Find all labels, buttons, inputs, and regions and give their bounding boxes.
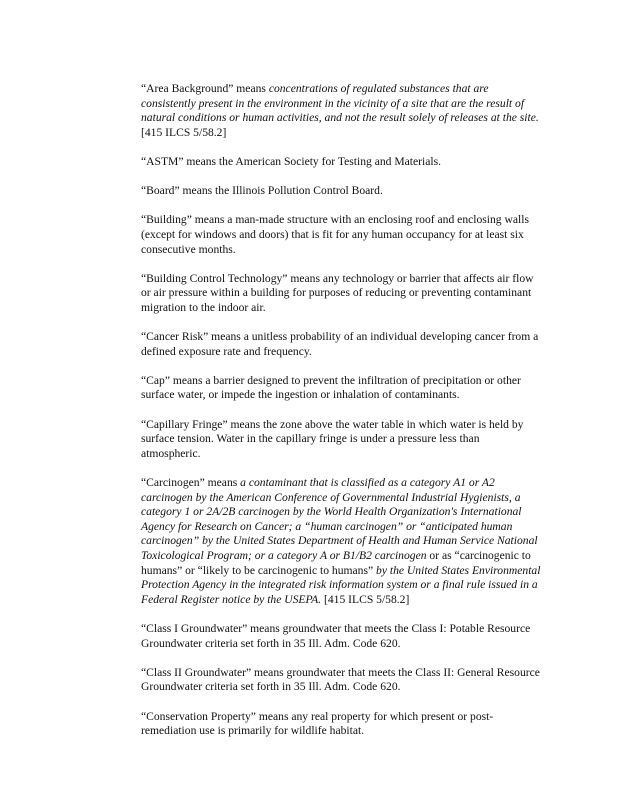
statutory-quote: a contaminant that is classified as a category A1 or A2 carcinogen by the American Conference of Governmental Industrial Hygienists, a category 1 or 2A/2B carcinogen by the World Health Organization's International Agency for Research on Cancer; a “human carcinogen” or “anticipated human carcinogen” by the United States Department of Health and Human Service National Toxicological Program; or a category A or B1/B2 carcinogen — [141, 476, 538, 562]
definition-term: “Cap” — [141, 373, 170, 387]
definition-term: “Building Control Technology” — [141, 271, 288, 285]
definition-text: means a man-made structure with an enclosing roof and enclosing walls (except for windows and doors) that is fit for any human occupancy for at least six consecutive months. — [141, 213, 529, 256]
definition-text: means groundwater that meets the Class I: Potable Resource Groundwater criteria set forth in 35 Ill. Adm. Code 620. — [141, 621, 531, 650]
definition-text: means — [233, 82, 269, 95]
definition-text: means the American Society for Testing and Materials. — [183, 154, 442, 168]
definition-astm — [141, 155, 541, 170]
definition-text: or as “carcinogenic to humans” or “likely to be carcinogenic to humans” — [141, 549, 531, 577]
definition-conservation-property — [141, 710, 541, 739]
statutory-quote: by the United States Environmental Protection Agency in the integrated risk information system or a final rule issued in a Federal Register notice by the USEPA. — [141, 563, 541, 606]
definition-term: “Board” — [141, 184, 180, 198]
definition-term: “Cancer Risk” — [141, 330, 209, 344]
definition-class-ii-groundwater — [141, 666, 541, 695]
definition-text: means any technology or barrier that affects air flow or air pressure within a building for purposes of reducing or preventing contaminant migration to the indoor air. — [141, 271, 534, 314]
definition-text: means any real property for which present or post-remediation use is primarily for wildlife habitat. — [141, 709, 494, 738]
definition-term: “Class I Groundwater” — [141, 621, 248, 635]
definition-text: means the Illinois Pollution Control Board. — [179, 184, 383, 198]
definition-carcinogen — [141, 476, 541, 607]
definition-building-control-technology — [141, 272, 541, 316]
definition-term: “Conservation Property” — [141, 709, 256, 723]
definition-term: “Carcinogen” — [141, 476, 205, 490]
definition-cancer-risk — [141, 330, 541, 359]
citation: [415 ILCS 5/58.2] — [141, 125, 227, 139]
definition-term: “ASTM” — [141, 154, 184, 168]
document-page — [141, 82, 541, 753]
definition-term: “Class II Groundwater” — [141, 665, 252, 679]
definition-capillary-fringe — [141, 418, 541, 462]
definition-text: means groundwater that meets the Class II: General Resource Groundwater criteria set forth in 35 Ill. Adm. Code 620. — [141, 665, 540, 694]
definition-term: “Capillary Fringe” — [141, 417, 228, 431]
definition-text: means the zone above the water table in which water is held by surface tension. Water in the capillary fringe is under a pressure less than atmospheric. — [141, 417, 524, 460]
definition-text: means a barrier designed to prevent the infiltration of precipitation or other surface water, or impede the ingestion or inhalation of contaminants. — [141, 373, 521, 402]
definition-class-i-groundwater — [141, 622, 541, 651]
definition-text: means a unitless probability of an individual developing cancer from a defined exposure rate and frequency. — [141, 330, 539, 358]
definition-term: “Area Background” — [141, 82, 234, 95]
definition-area-background — [141, 82, 541, 140]
citation: [415 ILCS 5/58.2] — [321, 592, 410, 606]
definition-term: “Building” — [141, 213, 192, 227]
definition-board — [141, 184, 541, 199]
definition-text: means — [204, 476, 241, 490]
definition-cap — [141, 374, 541, 403]
statutory-quote: concentrations of regulated substances that are consistently present in the environment in the vicinity of a site that are the result of natural conditions or human activities, and not the result solely of releases at the site. — [141, 82, 539, 125]
definition-building — [141, 213, 541, 257]
